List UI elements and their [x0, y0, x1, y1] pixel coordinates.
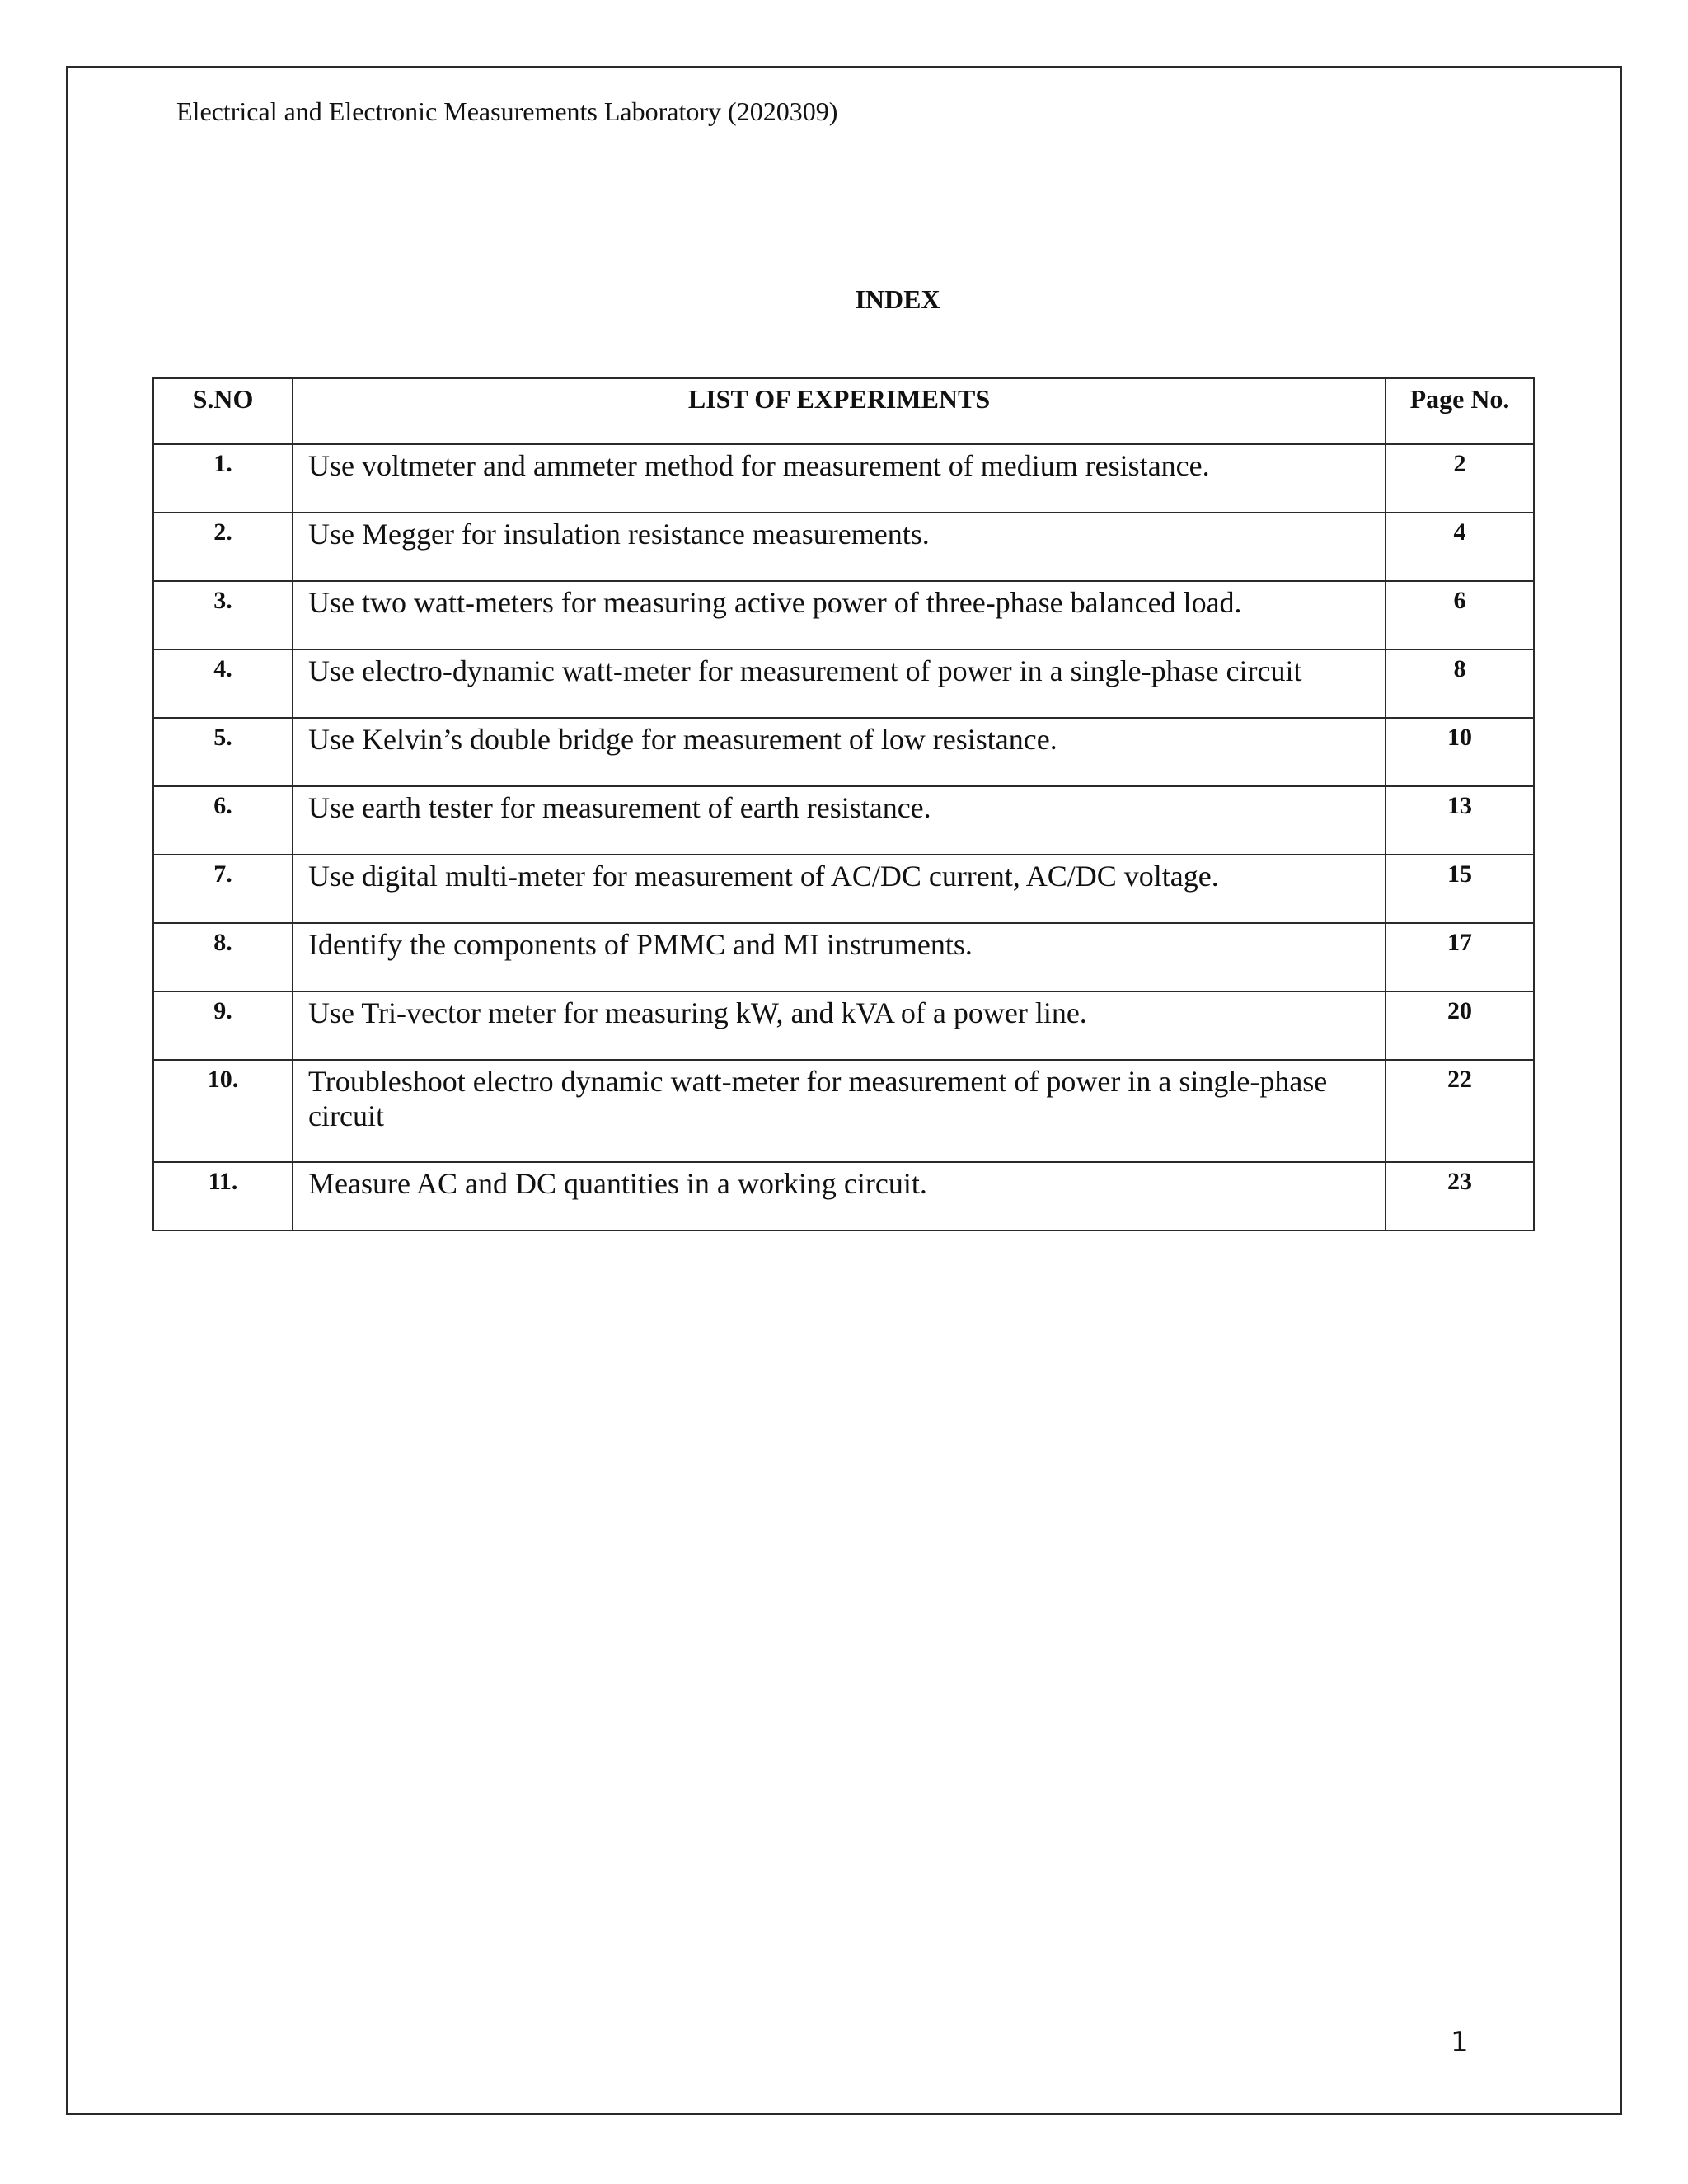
- page-cell: 8: [1386, 649, 1534, 718]
- table-row: [153, 444, 1534, 513]
- experiment-cell: Use electro-dynamic watt-meter for measurement of power in a single-phase circuit: [293, 649, 1386, 718]
- column-header-page: Page No.: [1386, 378, 1534, 444]
- sno-cell: 4.: [153, 649, 293, 718]
- index-table: [152, 377, 1535, 1231]
- experiment-cell: Use earth tester for measurement of earth resistance.: [293, 786, 1386, 855]
- experiment-cell: Identify the components of PMMC and MI instruments.: [293, 923, 1386, 991]
- sno-cell: 9.: [153, 991, 293, 1060]
- column-header-experiments: LIST OF EXPERIMENTS: [293, 378, 1386, 444]
- experiment-cell: Use Kelvin’s double bridge for measurement of low resistance.: [293, 718, 1386, 786]
- experiment-cell: Use Megger for insulation resistance measurements.: [293, 513, 1386, 581]
- sno-cell: 3.: [153, 581, 293, 649]
- experiment-cell: Use voltmeter and ammeter method for measurement of medium resistance.: [293, 444, 1386, 513]
- table-row: [153, 786, 1534, 855]
- experiment-cell: Use Tri-vector meter for measuring kW, and kVA of a power line.: [293, 991, 1386, 1060]
- index-title: INDEX: [855, 284, 940, 314]
- table-row: [153, 1060, 1534, 1162]
- page-number: 1: [1451, 2026, 1469, 2059]
- sno-cell: 2.: [153, 513, 293, 581]
- sno-cell: 7.: [153, 855, 293, 923]
- sno-cell: 8.: [153, 923, 293, 991]
- table-row: [153, 855, 1534, 923]
- sno-cell: 10.: [153, 1060, 293, 1162]
- table-row: [153, 991, 1534, 1060]
- page-cell: 20: [1386, 991, 1534, 1060]
- page-cell: 2: [1386, 444, 1534, 513]
- table-row: [153, 923, 1534, 991]
- page-cell: 22: [1386, 1060, 1534, 1162]
- table-row: [153, 718, 1534, 786]
- sno-cell: 11.: [153, 1162, 293, 1230]
- sno-cell: 5.: [153, 718, 293, 786]
- table-row: [153, 649, 1534, 718]
- page-cell: 23: [1386, 1162, 1534, 1230]
- table-row: [153, 1162, 1534, 1230]
- table-row: [153, 513, 1534, 581]
- page-cell: 10: [1386, 718, 1534, 786]
- sno-cell: 6.: [153, 786, 293, 855]
- sno-cell: 1.: [153, 444, 293, 513]
- experiment-cell: Use digital multi-meter for measurement of AC/DC current, AC/DC voltage.: [293, 855, 1386, 923]
- page-cell: 13: [1386, 786, 1534, 855]
- table-row: [153, 581, 1534, 649]
- running-header: Electrical and Electronic Measurements Laboratory (2020309): [176, 96, 838, 126]
- page-cell: 6: [1386, 581, 1534, 649]
- page-cell: 4: [1386, 513, 1534, 581]
- table-header-row: [153, 378, 1534, 444]
- page-cell: 17: [1386, 923, 1534, 991]
- column-header-sno: S.NO: [153, 378, 293, 444]
- page-cell: 15: [1386, 855, 1534, 923]
- experiment-cell: Measure AC and DC quantities in a working circuit.: [293, 1162, 1386, 1230]
- experiment-cell: Use two watt-meters for measuring active power of three-phase balanced load.: [293, 581, 1386, 649]
- experiment-cell: Troubleshoot electro dynamic watt-meter for measurement of power in a single-phase circuit: [293, 1060, 1386, 1162]
